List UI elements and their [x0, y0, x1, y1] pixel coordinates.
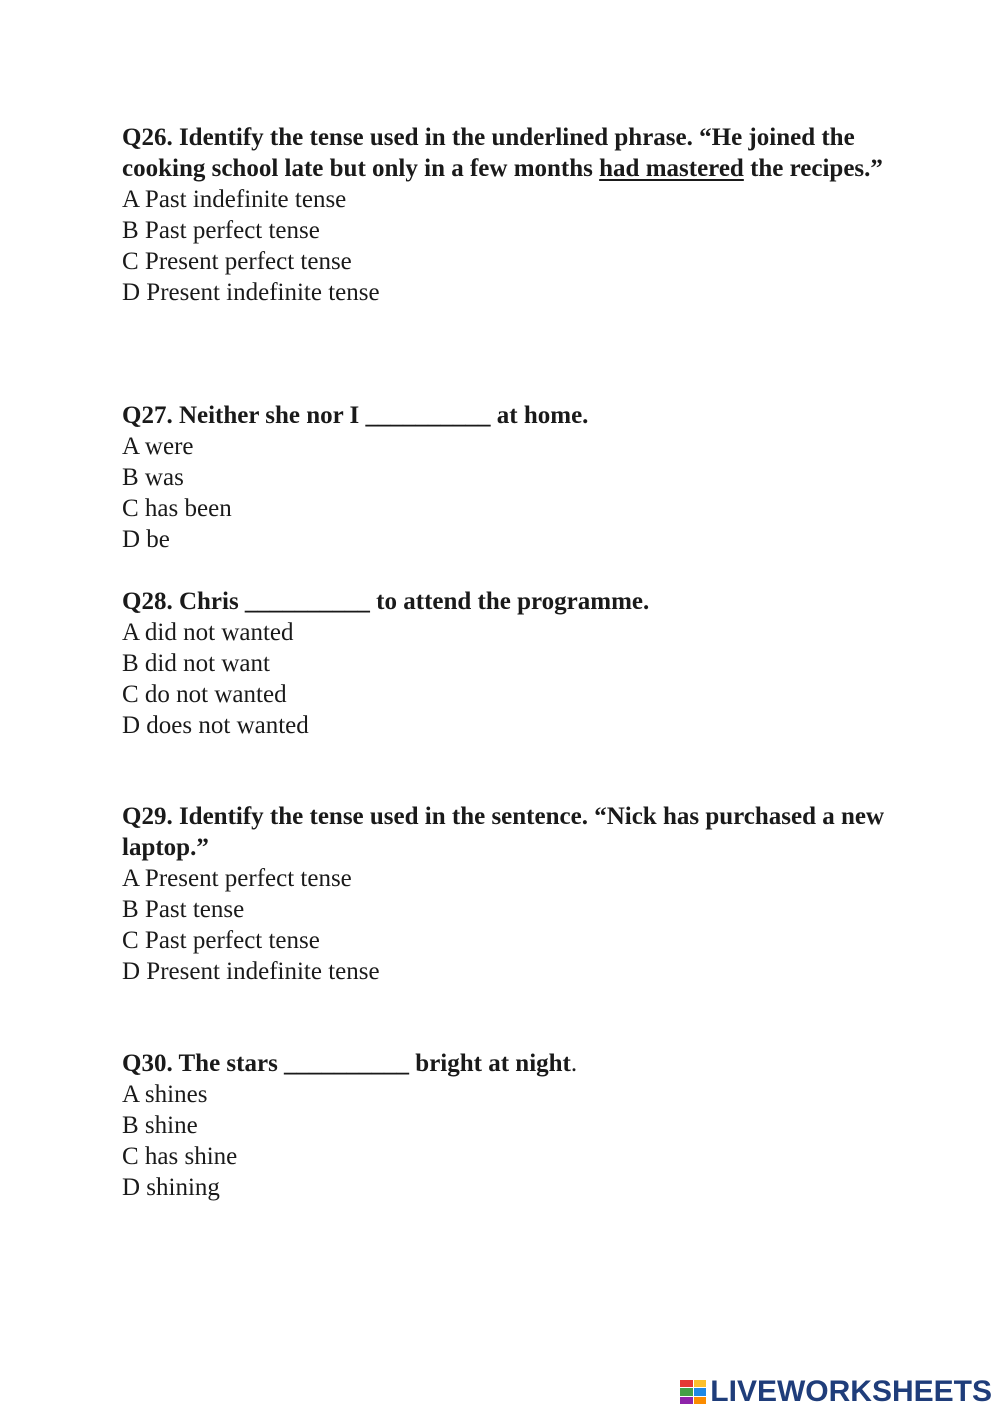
question-27-text: Q27. Neither she nor I __________ at home.: [122, 402, 589, 429]
option-a: A did not wanted: [122, 619, 294, 646]
question-29: [122, 801, 892, 987]
question-28: [122, 586, 892, 741]
option-a: A were: [122, 433, 194, 460]
option-a: A Present perfect tense: [122, 865, 352, 892]
logo-square: [680, 1380, 693, 1387]
logo-square: [680, 1397, 693, 1404]
option-c: C has been: [122, 495, 232, 522]
option-b: B did not want: [122, 650, 270, 677]
option-a: A shines: [122, 1081, 208, 1108]
question-26: [122, 122, 892, 308]
option-d: D Present indefinite tense: [122, 958, 380, 985]
option-d: D Present indefinite tense: [122, 279, 380, 306]
option-d: D does not wanted: [122, 712, 309, 739]
question-29-text: Q29. Identify the tense used in the sentence. “Nick has purchased a new laptop.”: [122, 803, 885, 861]
logo-square: [680, 1388, 693, 1395]
option-d: D be: [122, 526, 170, 553]
option-c: C Present perfect tense: [122, 248, 352, 275]
option-d: D shining: [122, 1174, 220, 1201]
logo-square: [694, 1397, 707, 1404]
option-c: C do not wanted: [122, 681, 287, 708]
question-30: [122, 1048, 892, 1203]
option-c: C Past perfect tense: [122, 927, 320, 954]
question-26-text: Q26. Identify the tense used in the underlined phrase. “He joined the cooking school late but only in a few months had mastered the recipes.”: [122, 124, 883, 182]
liveworksheets-watermark[interactable]: [680, 1377, 992, 1407]
logo-square: [694, 1380, 707, 1387]
underlined-phrase: had mastered: [599, 155, 744, 182]
brand-name: LIVEWORKSHEETS: [710, 1375, 992, 1408]
liveworksheets-logo-icon: [680, 1380, 706, 1404]
option-b: B was: [122, 464, 184, 491]
option-b: B shine: [122, 1112, 198, 1139]
logo-square: [694, 1388, 707, 1395]
question-28-text: Q28. Chris __________ to attend the programme.: [122, 588, 650, 615]
option-a: A Past indefinite tense: [122, 186, 347, 213]
option-c: C has shine: [122, 1143, 238, 1170]
question-27: [122, 400, 892, 555]
option-b: B Past perfect tense: [122, 217, 320, 244]
question-30-text: Q30. The stars __________ bright at night.: [122, 1050, 578, 1077]
option-b: B Past tense: [122, 896, 245, 923]
